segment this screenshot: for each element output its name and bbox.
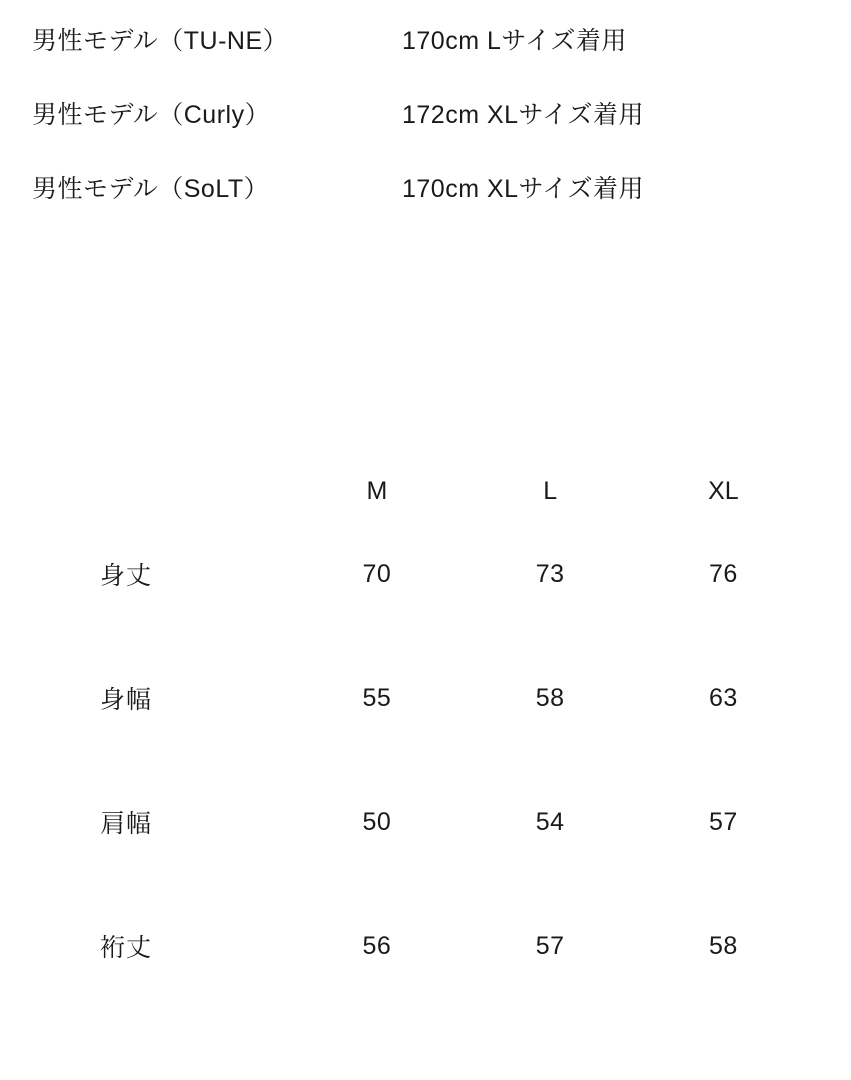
table-row <box>20 760 810 884</box>
table-cell: 56 <box>362 931 392 960</box>
model-note-label: 男性モデル（SoLT） <box>32 175 270 203</box>
table-cell: 58 <box>535 683 565 712</box>
table-row <box>20 884 810 1008</box>
column-header-m: M <box>366 477 388 505</box>
row-label: 身丈 <box>100 562 153 590</box>
model-note-value: 170cm XLサイズ着用 <box>402 175 645 203</box>
row-label: 裄丈 <box>100 934 153 962</box>
table-cell: 57 <box>535 931 565 960</box>
table-cell: 76 <box>708 559 738 588</box>
model-note-line <box>32 26 851 56</box>
table-cell: 55 <box>362 683 392 712</box>
model-note-value: 172cm XLサイズ着用 <box>402 101 645 129</box>
table-cell: 63 <box>708 683 738 712</box>
column-header-l: L <box>543 477 558 505</box>
size-chart-header <box>20 430 810 512</box>
table-cell: 54 <box>535 807 565 836</box>
row-label: 身幅 <box>100 686 153 714</box>
table-cell: 73 <box>535 559 565 588</box>
model-note-label: 男性モデル（Curly） <box>32 101 271 129</box>
table-corner-cell <box>20 430 290 512</box>
row-label: 肩幅 <box>100 810 153 838</box>
column-header-xl: XL <box>708 477 739 505</box>
table-row <box>20 636 810 760</box>
size-chart-body <box>20 512 810 1008</box>
table-cell: 58 <box>708 931 738 960</box>
table-cell: 70 <box>362 559 392 588</box>
model-note-value: 170cm Lサイズ着用 <box>402 27 627 55</box>
table-header-row <box>20 430 810 512</box>
model-note-line <box>32 100 851 130</box>
table-cell: 50 <box>362 807 392 836</box>
table-row <box>20 512 810 636</box>
model-note-line <box>32 174 851 204</box>
model-notes <box>0 0 851 204</box>
table-cell: 57 <box>708 807 738 836</box>
model-note-label: 男性モデル（TU-NE） <box>32 27 289 55</box>
size-chart-table <box>20 430 810 1008</box>
size-chart-table-wrap <box>0 430 851 1008</box>
